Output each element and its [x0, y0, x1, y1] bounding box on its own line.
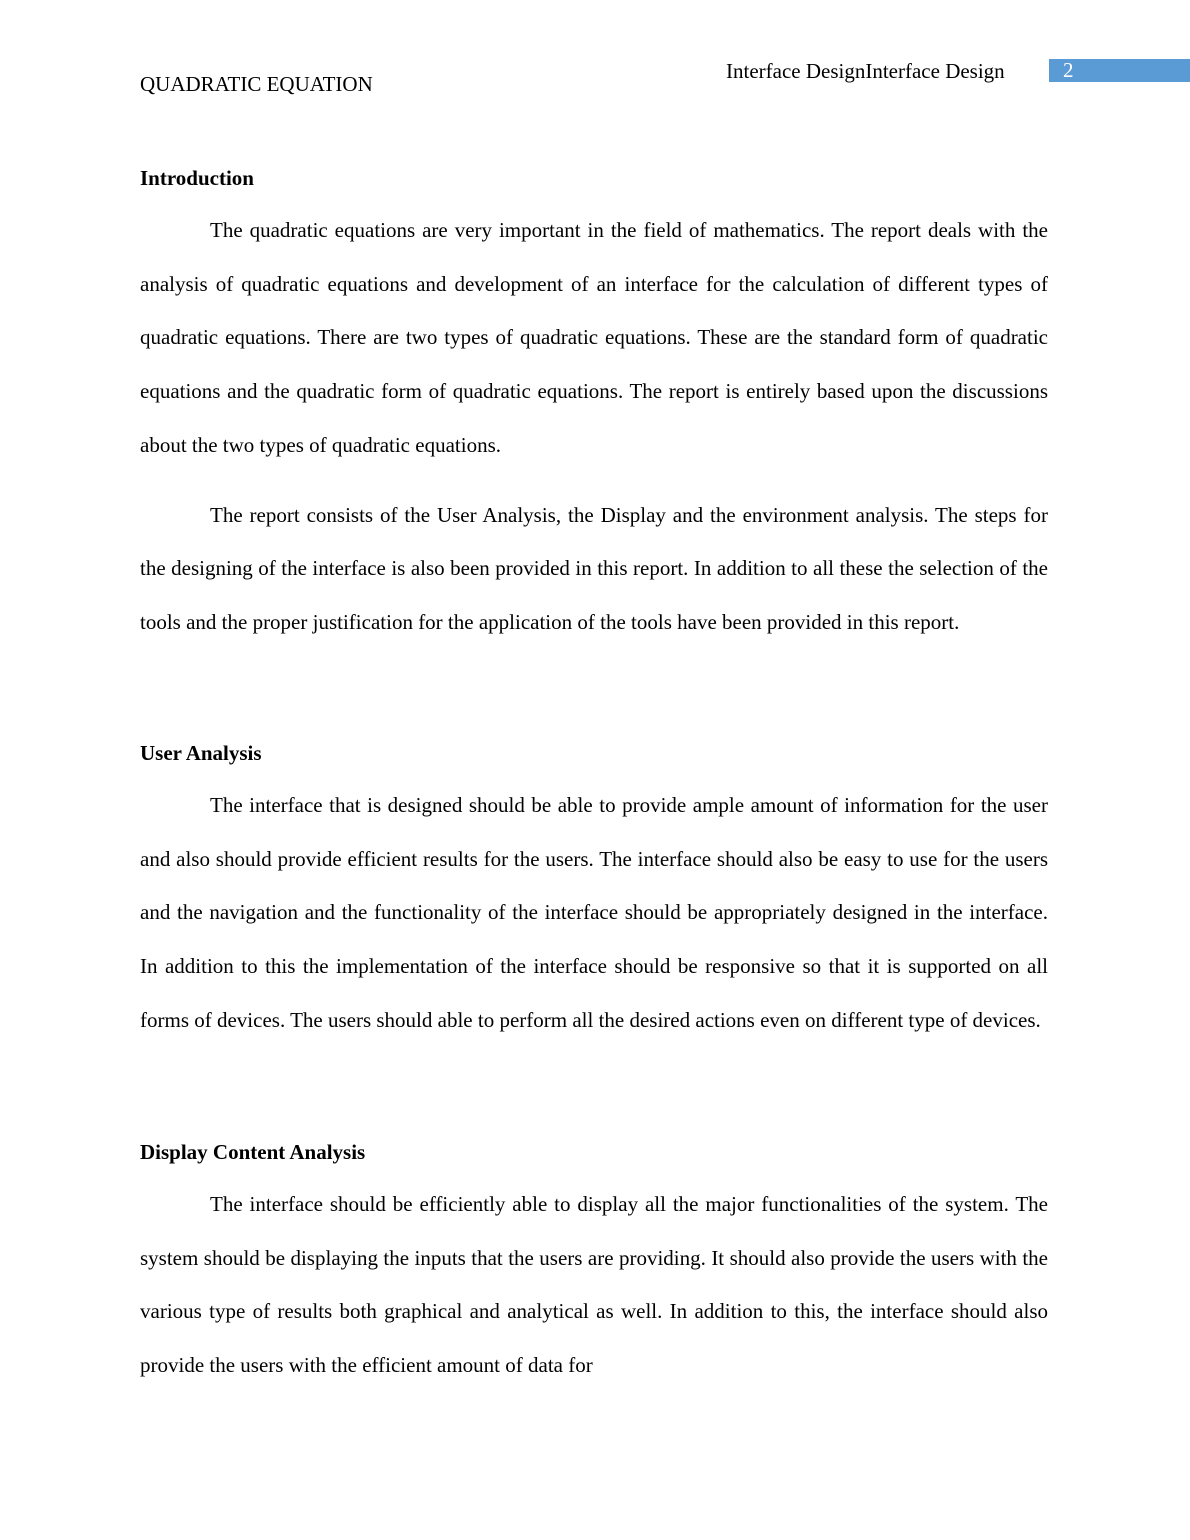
- section-heading-introduction: Introduction: [140, 166, 254, 190]
- page-number: 2: [1063, 58, 1074, 82]
- intro-paragraph-1: The quadratic equations are very important in the field of mathematics. The report deals with the analysis of quadratic equations and development of an interface for the calculation of different types of quadratic equations. There are two types of quadratic equations. These are the standard form of quadratic equations and the quadratic form of quadratic equations. The report is entirely based upon the discussions about the two types of quadratic equations.: [140, 218, 1048, 457]
- user-analysis-paragraph: The interface that is designed should be able to provide ample amount of information for the user and also should provide efficient results for the users. The interface should also be easy to use for the users and the navigation and the functionality of the interface should be appropriately designed in the interface. In addition to this the implementation of the interface should be responsive so that it is supported on all forms of devices. The users should able to perform all the desired actions even on different type of devices.: [140, 793, 1048, 1032]
- section-heading-user-analysis: User Analysis: [140, 741, 262, 765]
- intro-paragraph-2: The report consists of the User Analysis, the Display and the environment analysis. The steps for the designing of the interface is also been provided in this report. In addition to all these the selection of the tools and the proper justification for the application of the tools have been provided in this report.: [140, 502, 1048, 634]
- section-user-analysis: [140, 740, 1048, 1048]
- display-content-paragraph: The interface should be efficiently able to display all the major functionalities of the system. The system should be displaying the inputs that the users are providing. It should also provide the users with the various type of results both graphical and analytical as well. In addition to this, the interface should also provide the users with the efficient amount of data for: [140, 1192, 1048, 1378]
- header-title: Interface DesignInterface Design: [726, 59, 1005, 83]
- section-heading-display-content: Display Content Analysis: [140, 1140, 366, 1164]
- running-head: QUADRATIC EQUATION: [140, 72, 373, 96]
- section-introduction: [140, 165, 1048, 650]
- page-number-bar: [1049, 59, 1190, 82]
- section-display-content-analysis: [140, 1139, 1048, 1393]
